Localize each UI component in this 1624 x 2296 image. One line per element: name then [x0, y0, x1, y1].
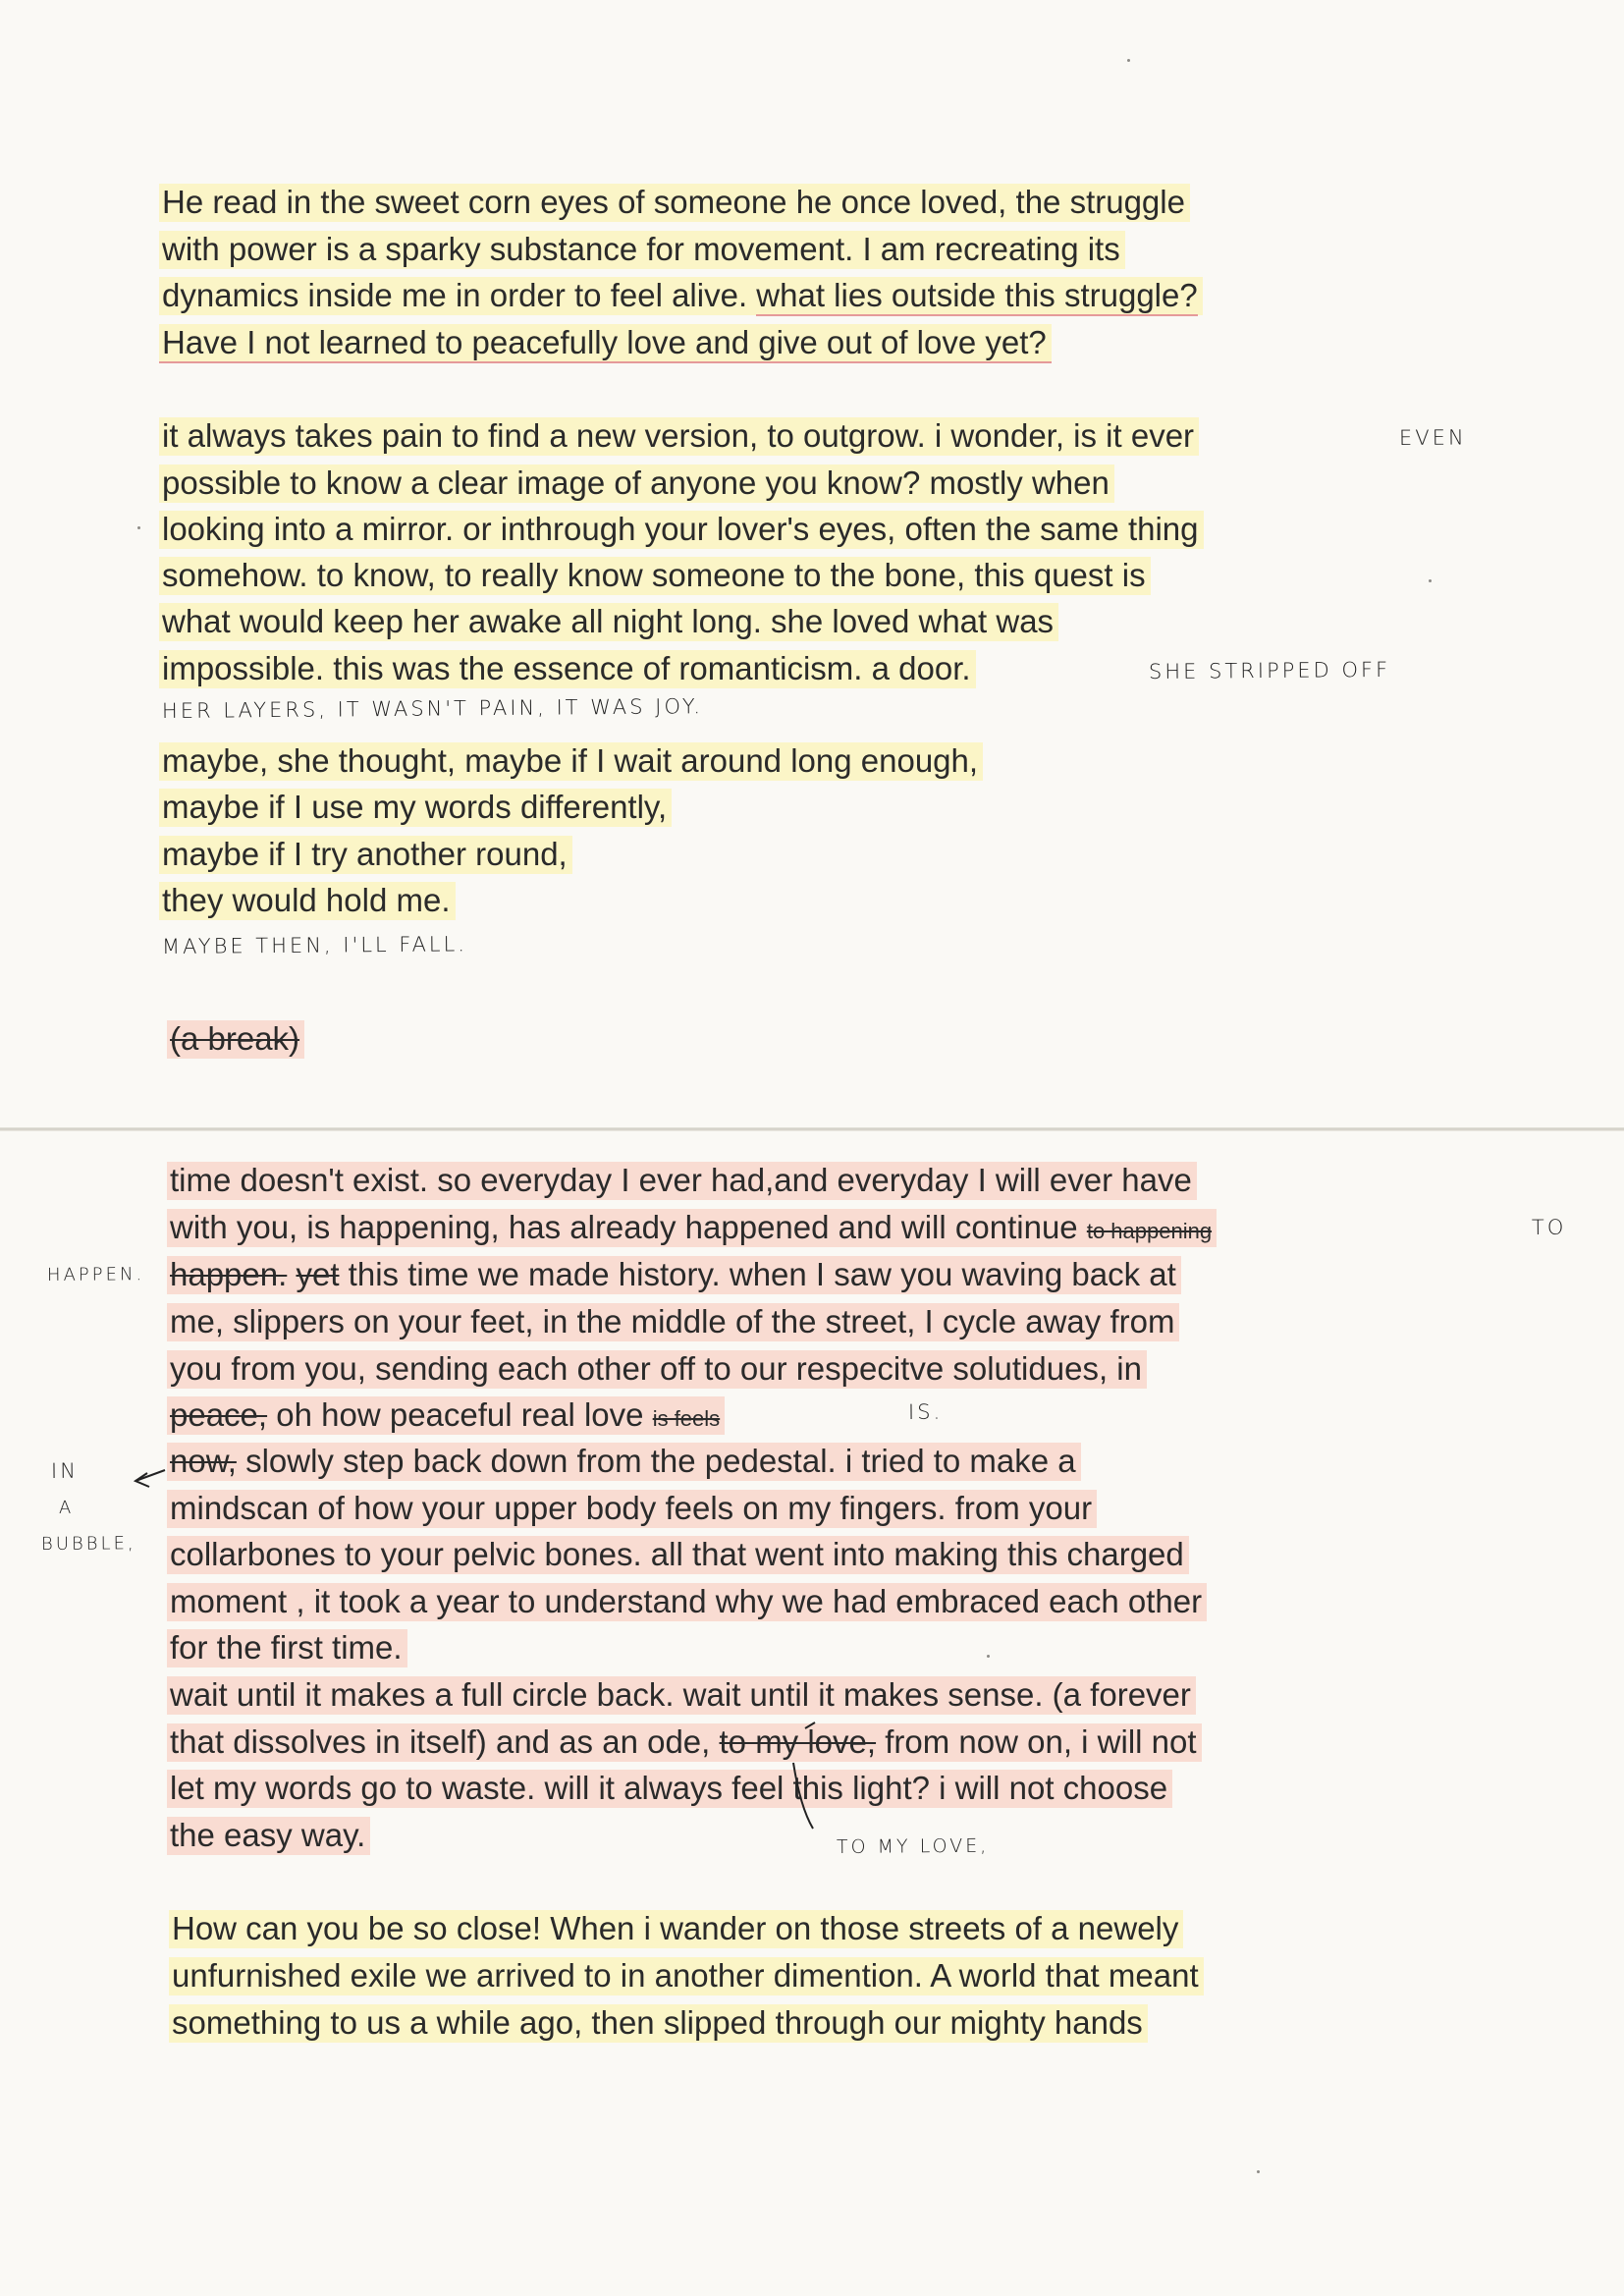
handwritten-bubble: BUBBLE, [40, 1533, 136, 1555]
scan-speck [1257, 2170, 1260, 2173]
p3-struck-peace: peace, [170, 1396, 268, 1433]
p3-line-1: time doesn't exist. so everyday I ever had,and everyday I will ever have [167, 1161, 1197, 1200]
handwritten-even: EVEN [1398, 425, 1467, 450]
p2-line-8: maybe if I use my words differently, [159, 788, 672, 827]
p3-struck-happening: to happening [1086, 1219, 1213, 1243]
p3-struck-now: now, [170, 1443, 237, 1479]
p2-line-2: possible to know a clear image of anyone you know? mostly when [159, 464, 1114, 503]
p1-line-4: Have I not learned to peacefully love and give out of love yet? [159, 323, 1052, 362]
handwritten-maybe-then: MAYBE THEN, I'LL FALL. [161, 932, 468, 958]
arrow-to-in-a-bubble [135, 1470, 165, 1481]
p2-line-4: somehow. to know, to really know someone to the bone, this quest is [159, 556, 1151, 595]
p3-struck-to-my-love: to my love, [719, 1723, 877, 1760]
p3-line-13c: from now on, i will not [885, 1723, 1197, 1760]
handwritten-stripped-2: HER LAYERS, IT WASN'T PAIN, IT WAS JOY. [161, 694, 704, 723]
comma-tick [805, 1722, 815, 1728]
p3-line-14: let my words go to waste. will it always feel this light? i will not choose [167, 1769, 1172, 1808]
p3-struck-yet: yet [296, 1256, 340, 1292]
scan-speck [137, 526, 140, 529]
p3-line-12: wait until it makes a full circle back. wait until it makes sense. (a forever [167, 1675, 1196, 1715]
p3-line-8: mindscan of how your upper body feels on my fingers. from your [167, 1489, 1097, 1528]
p3-struck-feels: is feels [652, 1406, 721, 1431]
p4-line-1: How can you be so close! When i wander on those streets of a newely [169, 1909, 1183, 1948]
p2-line-3: looking into a mirror. or inthrough your lover's eyes, often the same thing [159, 510, 1204, 549]
handwritten-stripped-1: SHE STRIPPED OFF [1148, 657, 1391, 683]
scan-speck [1429, 579, 1432, 582]
p2-line-6: impossible. this was the essence of romanticism. a door. [159, 649, 976, 688]
p4-line-2: unfurnished exile we arrived to in another dimention. A world that meant [169, 1956, 1204, 1995]
handwritten-is: IS. [907, 1399, 944, 1424]
p3-line-13a: that dissolves in itself) and as an ode, [170, 1723, 711, 1760]
p3-line-4: me, slippers on your feet, in the middle of the street, I cycle away from [167, 1302, 1179, 1341]
break-text: (a break) [167, 1019, 304, 1059]
p3-line-7b: slowly step back down from the pedestal. i tried to make a [245, 1443, 1076, 1479]
p3-line-3c: this time we made history. when I saw you waving back at [348, 1256, 1176, 1292]
p3-line-2a: with you, is happening, has already happened and will continue [170, 1209, 1078, 1245]
p2-line-7: maybe, she thought, maybe if I wait around long enough, [159, 741, 983, 781]
p3-line-11: for the first time. [167, 1628, 407, 1667]
p3-struck-happen: happen. [170, 1256, 288, 1292]
p1-line-2: with power is a sparky substance for movement. I am recreating its [159, 230, 1125, 269]
handwritten-to-my-love: TO MY LOVE, [836, 1834, 990, 1858]
handwritten-a: A [58, 1497, 75, 1518]
arrow-head [135, 1473, 149, 1487]
p3-line-10: moment , it took a year to understand why we had embraced each other [167, 1582, 1207, 1621]
p3-line-6b: oh how peaceful real love [276, 1396, 644, 1433]
p3-line-9: collarbones to your pelvic bones. all that went into making this charged [167, 1535, 1189, 1574]
p2-line-5: what would keep her awake all night long. she loved what was [159, 602, 1058, 641]
p3-line-15: the easy way. [167, 1816, 370, 1855]
handwritten-happen: HAPPEN. [46, 1264, 145, 1285]
p1-line-3a: dynamics inside me in order to feel alive. [162, 277, 748, 313]
handwritten-to: TO [1531, 1215, 1567, 1239]
p1-line-3b: what lies outside this struggle? [756, 277, 1197, 316]
p2-line-10: they would hold me. [159, 881, 456, 920]
p1-line-1: He read in the sweet corn eyes of someone he once loved, the struggle [159, 183, 1190, 222]
handwritten-in: IN [50, 1458, 80, 1483]
scan-speck [1127, 59, 1130, 62]
p3-line-5: you from you, sending each other off to our respecitve solutidues, in [167, 1349, 1147, 1389]
p2-line-1: it always takes pain to find a new version, to outgrow. i wonder, is it ever [159, 416, 1199, 456]
insertion-caret [793, 1763, 813, 1829]
p4-line-3: something to us a while ago, then slipped through our mighty hands [169, 2003, 1148, 2043]
p2-line-9: maybe if I try another round, [159, 835, 572, 874]
scan-speck [987, 1655, 990, 1658]
